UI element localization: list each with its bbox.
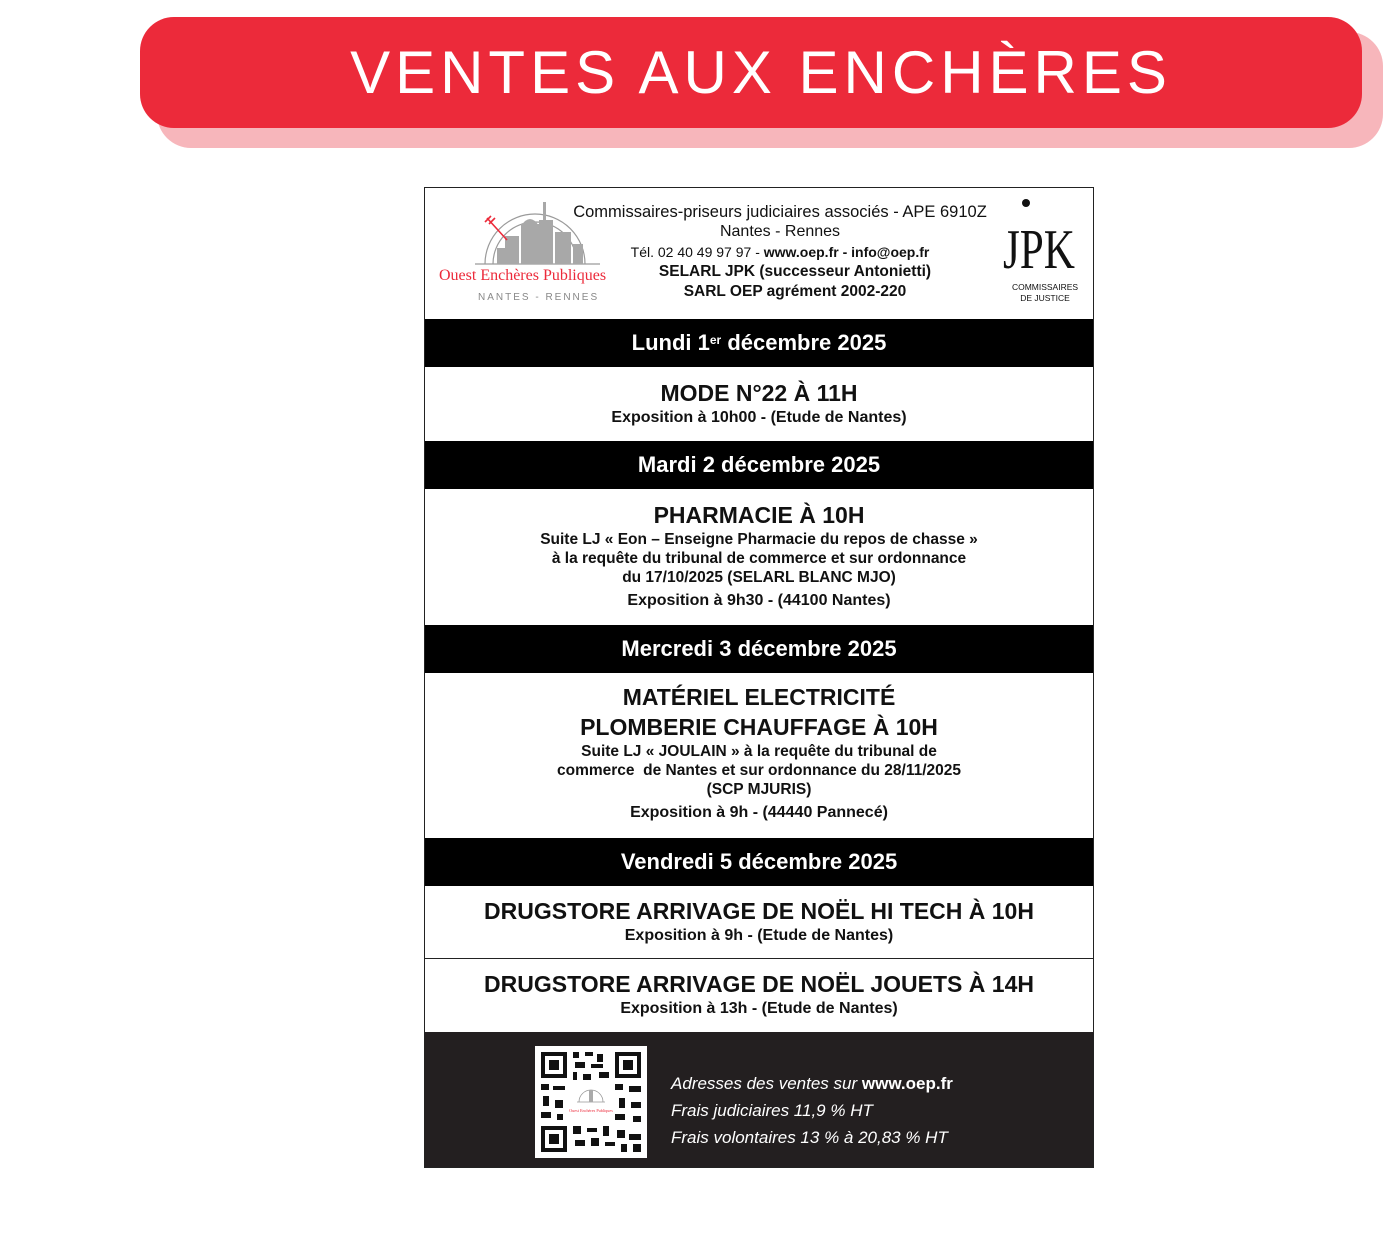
- footer-fees-judiciaires: Frais judiciaires 11,9 % HT: [671, 1101, 873, 1120]
- sale-mode: [425, 378, 1093, 428]
- sale-drugstore-hitech: [425, 896, 1093, 946]
- day-bar-tuesday: Mardi 2 décembre 2025: [425, 441, 1093, 489]
- sale-title: MATÉRIEL ELECTRICITÉ: [622, 684, 896, 710]
- header-email[interactable]: info@oep.fr: [851, 244, 930, 260]
- footer-fees-volontaires: Frais volontaires 13 % à 20,83 % HT: [671, 1128, 948, 1147]
- sale-title: DRUGSTORE ARRIVAGE DE NOËL JOUETS À 14H: [484, 971, 1034, 997]
- sale-expo: Exposition à 9h - (44440 Pannecé): [630, 804, 888, 821]
- footer-text: [671, 1070, 953, 1151]
- auction-ad: [424, 187, 1094, 1168]
- header-line1: Commissaires-priseurs judiciaires associés - APE 6910Z: [573, 203, 987, 221]
- day-bar-wednesday: Mercredi 3 décembre 2025: [425, 625, 1093, 673]
- banner: [140, 17, 1362, 128]
- sale-materiel: [425, 682, 1093, 823]
- ad-footer: [425, 1032, 1093, 1167]
- footer-addr-pre: Adresses des ventes sur: [671, 1074, 862, 1093]
- oep-logo-sub: NANTES - RENNES: [478, 292, 600, 303]
- sale-desc-line: Suite LJ « Eon – Enseigne Pharmacie du repos de chasse »: [540, 531, 978, 548]
- sale-desc-line: à la requête du tribunal de commerce et sur ordonnance: [551, 550, 967, 567]
- sale-expo: Exposition à 10h00 - (Etude de Nantes): [611, 409, 907, 426]
- sale-expo: Exposition à 13h - (Etude de Nantes): [620, 1000, 898, 1017]
- jpk-caption1: COMMISSAIRES: [1011, 282, 1079, 292]
- header-contact-line: [560, 242, 1000, 262]
- sale-title: DRUGSTORE ARRIVAGE DE NOËL HI TECH À 10H: [484, 898, 1034, 924]
- day1-sup: er: [709, 333, 722, 347]
- footer-addr-link[interactable]: www.oep.fr: [861, 1074, 953, 1093]
- header-line2: Nantes - Rennes: [719, 223, 841, 240]
- header-tel: Tél. 02 40 49 97 97 -: [630, 244, 764, 260]
- day-bar-friday: Vendredi 5 décembre 2025: [425, 838, 1093, 886]
- day1-post: décembre 2025: [721, 330, 887, 355]
- banner-title: VENTES AUX ENCHÈRES: [350, 39, 1172, 106]
- sale-desc-line: du 17/10/2025 (SELARL BLANC MJO): [622, 569, 896, 586]
- ad-header: [425, 188, 1093, 319]
- sale-expo: Exposition à 9h30 - (44100 Nantes): [627, 592, 891, 609]
- sale-drugstore-jouets: [425, 969, 1093, 1019]
- header-web[interactable]: www.oep.fr: [763, 244, 839, 260]
- sale-title: MODE N°22 À 11H: [660, 380, 858, 406]
- jpk-logo: [999, 194, 1091, 306]
- jpk-caption2: DE JUSTICE: [1020, 293, 1070, 303]
- contact-block: [560, 202, 1000, 302]
- header-line4: SELARL JPK (successeur Antonietti): [658, 263, 932, 280]
- day-bar-monday: [425, 319, 1093, 367]
- footer-address-line: [671, 1070, 953, 1097]
- sale-expo: Exposition à 9h - (Etude de Nantes): [624, 927, 894, 944]
- sale-pharmacie: [425, 500, 1093, 611]
- sale-desc-line: (SCP MJURIS): [706, 781, 812, 798]
- qr-code-icon[interactable]: [535, 1046, 647, 1158]
- sale-title: PLOMBERIE CHAUFFAGE À 10H: [580, 714, 938, 740]
- header-sep: -: [838, 244, 852, 260]
- qr-caption: Ouest Enchères Publiques: [569, 1108, 613, 1113]
- divider: [425, 958, 1093, 959]
- sale-desc-line: commerce de Nantes et sur ordonnance du 28/11/2025: [556, 762, 962, 779]
- sale-title: PHARMACIE À 10H: [653, 502, 865, 528]
- jpk-logo-text: JPK: [1003, 219, 1075, 281]
- oep-logo-name: Ouest Enchères Publiques: [439, 267, 607, 284]
- header-line5: SARL OEP agrément 2002-220: [683, 283, 907, 300]
- day1-pre: Lundi 1: [631, 330, 710, 355]
- sale-desc-line: Suite LJ « JOULAIN » à la requête du tribunal de: [581, 743, 937, 760]
